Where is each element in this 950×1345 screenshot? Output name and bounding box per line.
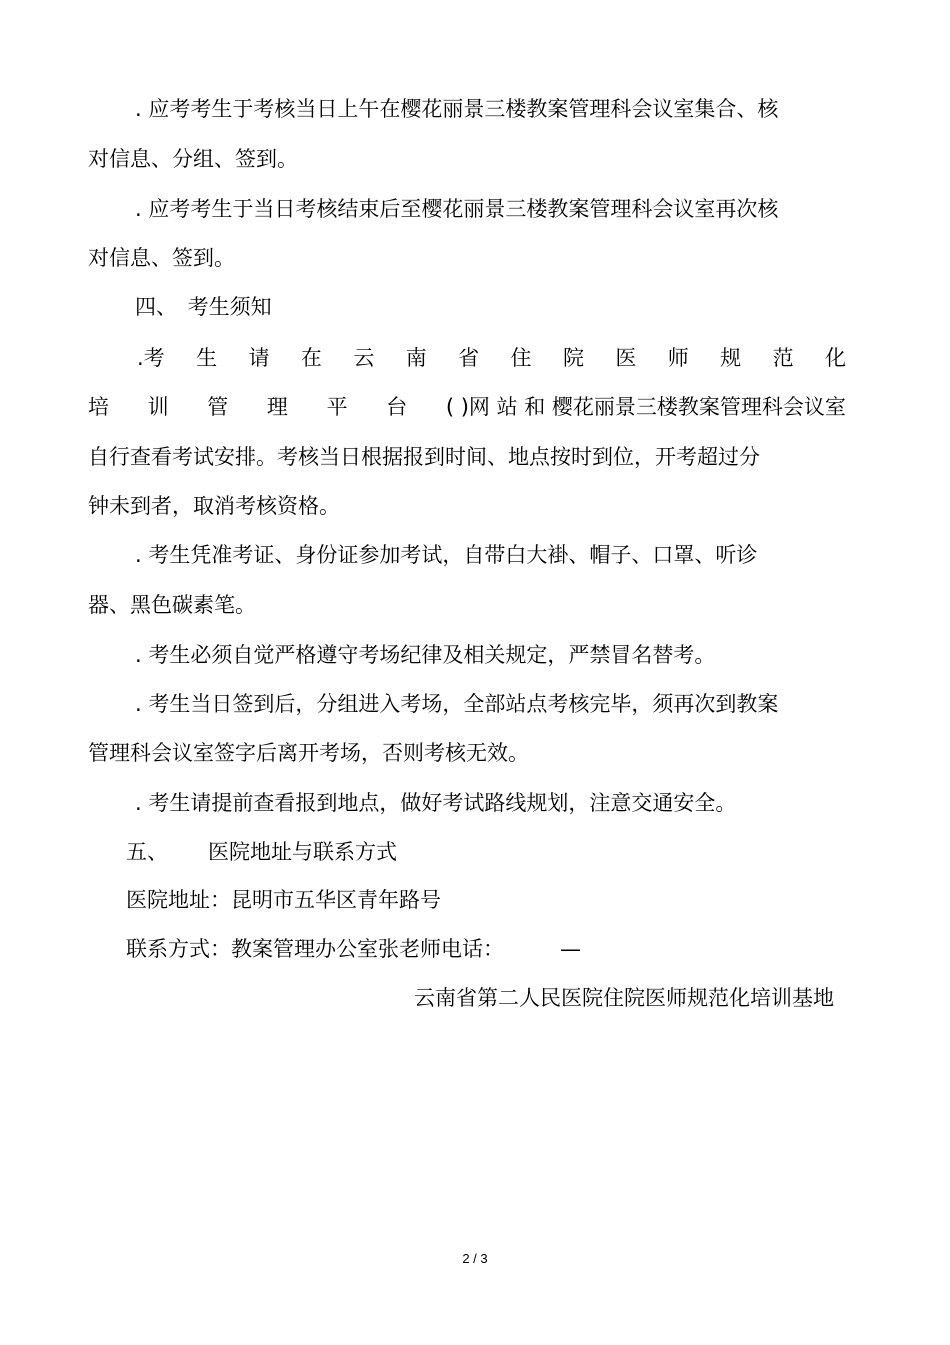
justified-char: 师 [667,346,689,370]
justified-char: 管 [207,395,229,419]
justified-char: 平 [326,395,348,419]
justified-char: 住 [510,346,532,370]
justified-char: 培 [88,395,109,419]
notice-item-4-line-1: . 考生当日签到后，分组进入考场，全部站点考核完毕，须再次到教案 [135,692,779,716]
justified-char: 生 [196,346,218,370]
paragraph-1-line-2: 对信息、分组、签到。 [88,147,298,171]
justified-char: 规 [720,346,742,370]
contact-phone-dash: — [560,937,581,961]
paragraph-2-line-1: . 应考考生于当日考核结束后至樱花丽景三楼教案管理科会议室再次核 [135,197,779,221]
notice-item-1-line-3: 自行查看考试安排。考核当日根据报到时间、地点按时到位，开考超过分 [88,445,760,469]
justified-char: 化 [824,346,846,370]
paragraph-2-line-2: 对信息、签到。 [88,246,235,270]
justified-char: 医 [615,346,637,370]
justified-text: ( )网 站 和 樱花丽景三楼教案管理科会议室 [445,395,846,419]
notice-item-1-line-2 [88,392,846,422]
page-number: 2 / 3 [462,1251,488,1266]
justified-char: 院 [562,346,584,370]
justified-char: 在 [300,346,322,370]
justified-char: 理 [266,395,288,419]
paragraph-1-line-1: . 应考考生于考核当日上午在樱花丽景三楼教案管理科会议室集合、核 [135,97,779,121]
section-5-heading: 医院地址与联系方式 [208,840,397,864]
justified-char: 台 [386,395,408,419]
notice-item-4-line-2: 管理科会议室签字后离开考场，否则考核无效。 [88,741,529,765]
justified-char: 云 [353,346,375,370]
justified-char: 请 [248,346,270,370]
section-5-heading-number: 五、 [126,840,168,864]
notice-item-3: . 考生必须自觉严格遵守考场纪律及相关规定，严禁冒名替考。 [135,643,716,667]
notice-item-2-line-1: . 考生凭准考证、身份证参加考试，自带白大褂、帽子、口罩、听诊 [135,543,758,567]
hospital-address: 医院地址：昆明市五华区青年路号 [126,888,441,912]
justified-char: .考 [137,346,165,370]
justified-char: 训 [147,395,169,419]
section-4-heading: 四、 考生须知 [135,295,272,319]
justified-char: 南 [405,346,427,370]
notice-item-2-line-2: 器、黑色碳素笔。 [88,593,256,617]
contact-info: 联系方式：教案管理办公室张老师电话： [126,937,504,961]
justified-char: 范 [772,346,794,370]
justified-char: 省 [458,346,480,370]
notice-item-1-line-1 [137,343,846,373]
issuer-signature: 云南省第二人民医院住院医师规范化培训基地 [414,986,834,1010]
notice-item-1-line-4: 钟未到者，取消考核资格。 [88,494,340,518]
notice-item-5: . 考生请提前查看报到地点，做好考试路线规划，注意交通安全。 [135,791,737,815]
